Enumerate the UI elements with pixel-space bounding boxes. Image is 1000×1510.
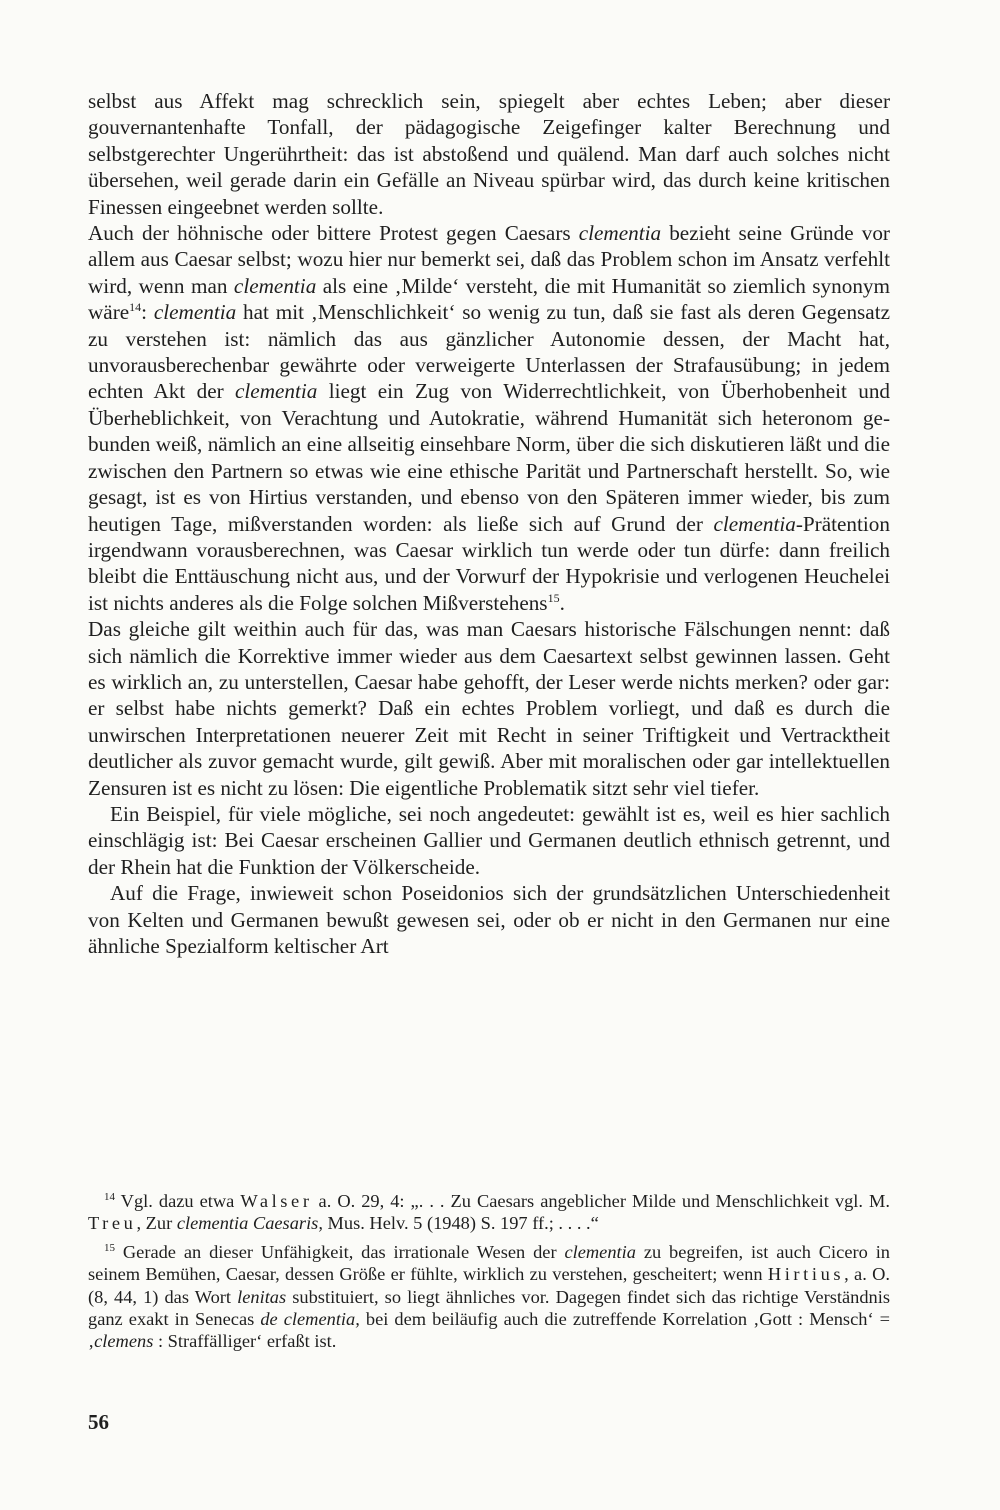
spaced-name: Hirtius [767, 1264, 845, 1285]
italic-term: clementia [153, 300, 237, 325]
text-run: hat mit ‚Menschlichkeit‘ so wenig zu tun, daß sie fast als deren Gegensatz zu verstehen ist: nämlich das aus gänzlicher Autonomie dessen, der Macht hat, unvorausberechenbar gewährte oder verweigerte Unterlassen der Strafausübung; in jedem echten Akt der [88, 300, 890, 404]
text-run: substituiert, so liegt ähnliches vor. Dagegen findet sich das richtige Verständnis ganz exakt in Senecas [88, 1286, 890, 1330]
italic-term: de clementia, [260, 1309, 360, 1330]
italic-term: clementia [564, 1241, 636, 1262]
text-run: bezieht seine Gründe vor allem aus Caesar selbst; wozu hier nur bemerkt sei, daß das Problem schon im Ansatz verfehlt wird, wenn man [88, 221, 890, 298]
text-run: Mus. Helv. 5 (1948) S. 197 ff.; . . . .“ [322, 1213, 599, 1234]
text-run: , Zur [136, 1213, 177, 1234]
text-run: : [141, 300, 154, 325]
italic-term: clementia [713, 511, 796, 536]
footnote [88, 1190, 890, 1235]
text-run: zu begreifen, ist auch Cicero in seinem Bemühen, Caesar, dessen Größe er fühlte, wirklich zu verstehen, gescheitert; wenn [88, 1241, 890, 1285]
italic-term: clemens [94, 1331, 154, 1352]
text-run: Vgl. dazu etwa [115, 1191, 241, 1211]
paragraph [88, 801, 890, 880]
text-run: Gerade an dieser Unfähigkeit, das irrationale Wesen der [115, 1241, 565, 1262]
paragraph [88, 880, 890, 959]
spaced-name: Walser [240, 1191, 313, 1211]
text-run: , a. O. (8, 44, 1) das Wort [88, 1264, 890, 1307]
text-run: Das gleiche gilt weithin auch für das, was man Caesars historische Fälschungen nennt: daß sich nämlich die Korrektive immer wieder aus dem Caesartext selbst gewinnen lassen. Geht es wirklich an, zu unterstellen, Caesar habe gehofft, der Leser werde nichts merken? oder gar: er selbst habe nichts gemerkt? Daß ein echtes Problem vorliegt, und daß es durch die unwirschen Interpretationen neuerer Zeit mit Recht in seiner Triftigkeit und Vertracktheit deutlicher als zuvor gemacht wurde, gilt gewiß. Aber mit moralischen oder gar intellektuellen Zensuren ist es nicht zu lösen: Die eigentliche Problematik sitzt sehr viel tiefer. [88, 617, 890, 800]
spaced-name: Treu [88, 1213, 137, 1234]
footnote-ref: 14 [129, 300, 142, 315]
text-run: . [559, 590, 565, 615]
text-run: selbst aus Affekt mag schrecklich sein, spiegelt aber echtes Leben; aber dieser gouvernantenhafte Tonfall, der pädagogische Zeigefinger kalter Berechnung und selbstgerechter Ungerührtheit: das ist abstoßend und quälend. Man darf auch solches nicht übersehen, weil gerade darin ein Gefälle an Niveau spürbar wird, das durch keine kritischen Finessen eingeebnet werden sollte. [88, 89, 890, 219]
text-run: a. O. 29, 4: „. . . Zu Caesars angeblicher Milde und Menschlichkeit vgl. M. [312, 1191, 890, 1211]
italic-term: clementia [578, 221, 662, 246]
footnote-ref: 15 [547, 590, 560, 605]
italic-term: clementia [233, 273, 317, 298]
text-run: Auch der höhnische oder bittere Protest gegen Caesars [88, 221, 579, 246]
paragraph [88, 220, 890, 616]
text-run: -Prätention irgendwann vorausberechnen, was Caesar wirklich tun werde oder tun dürfe: dann freilich bleibt die Enttäuschung nicht aus, und der Vorwurf der Hypokrisie und verlogenen Heuchelei ist nichts anderes als die Folge solchen Mißverstehens [88, 511, 890, 615]
italic-term: lenitas [237, 1286, 287, 1307]
main-text [88, 88, 890, 959]
italic-term: clementia Caesaris, [176, 1213, 323, 1234]
page-number: 56 [88, 1410, 109, 1434]
footnote-ref: 14 [104, 1191, 115, 1203]
footnote-ref: 15 [104, 1241, 115, 1254]
text-run: Auf die Frage, inwieweit schon Poseidonios sich der grundsätzlichen Unterschiedenheit von Kelten und Germanen bewußt gewesen sei, oder ob er nicht in den Germanen nur eine ähnliche Spezialform keltischer Art [88, 881, 890, 958]
paragraph [88, 88, 890, 220]
text-run: liegt ein Zug von Widerrechtlichkeit, von Überhobenheit und Überheblichkeit, von Verachtung und Autokratie, während Humanität sich heteronom gebunden weiß, nämlich an eine allseitig einsehbare Norm, über die sich diskutieren läßt und die zwischen den Partnern so etwas wie eine ethische Parität und Partnerschaft herstellt. So, wie gesagt, ist es von Hirtius verstanden, und ebenso von den Späteren immer wieder, bis zum heutigen Tage, mißverstanden worden: als ließe sich auf Grund der [88, 379, 891, 536]
footnotes [88, 1190, 890, 1353]
paragraph [88, 616, 890, 801]
text-run: bei dem beiläufig auch die zutreffende Korrelation ‚Gott : Mensch‘ = ‚ [88, 1309, 891, 1352]
text-run: als eine ‚Milde‘ versteht, die mit Humanität so ziemlich synonym wäre [88, 273, 890, 325]
footnote [88, 1241, 890, 1353]
page [88, 88, 890, 959]
text-run: Ein Beispiel, für viele mögliche, sei noch angedeutet: gewählt ist es, weil es hier sachlich einschlägig ist: Bei Caesar erscheinen Gallier und Germanen deutlich ethnisch getrennt, und der Rhein hat die Funktion der Völkerscheide. [88, 801, 890, 879]
italic-term: clementia [235, 379, 318, 404]
text-run: : Straffälliger‘ erfaßt ist. [153, 1331, 337, 1352]
